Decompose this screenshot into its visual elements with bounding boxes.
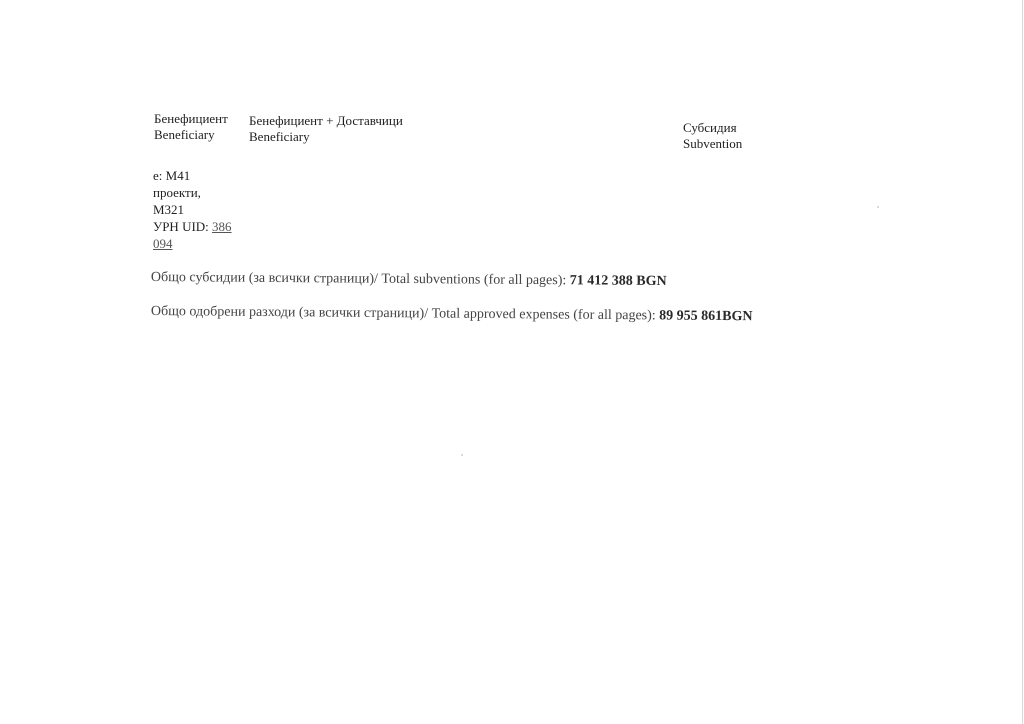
header-subvention: [683, 120, 742, 152]
scan-speck: [877, 206, 879, 208]
row-line-2: проекти,: [153, 185, 201, 200]
table-row-cell: [153, 167, 232, 252]
row-line-3: М321: [153, 202, 185, 217]
total-expenses-value: 89 955 861BGN: [659, 308, 753, 325]
total-subventions: [151, 270, 667, 290]
header-subvention-en: Subvention: [683, 136, 743, 151]
header-subvention-bg: Субсидия: [683, 120, 737, 135]
scan-edge-line: [1022, 0, 1023, 724]
total-subventions-value: 71 412 388 BGN: [569, 273, 667, 290]
row-line-1: е: М41: [153, 168, 191, 183]
scan-speck: [461, 454, 463, 456]
header-beneficiary-suppliers: [249, 113, 403, 145]
header-beneficiary-en: Beneficiary: [154, 127, 215, 142]
uid-link-part-2[interactable]: 094: [153, 236, 173, 251]
header-beneficiary: [154, 111, 228, 143]
uid-label: УРН UID:: [153, 219, 213, 234]
total-approved-expenses: [151, 304, 753, 325]
total-expenses-label: Общо одобрени разходи (за всички страници)/ Total approved expenses (for all pages):: [150, 304, 660, 324]
uid-link-part-1[interactable]: 386: [212, 219, 232, 234]
header-beneficiary-suppliers-en: Beneficiary: [249, 129, 310, 144]
header-beneficiary-suppliers-bg: Бенефициент + Доставчици: [249, 113, 403, 128]
header-beneficiary-bg: Бенефициент: [154, 111, 228, 126]
row-uid: [153, 218, 232, 235]
total-subventions-label: Общо субсидии (за всички страници)/ Total subventions (for all pages):: [150, 270, 570, 289]
